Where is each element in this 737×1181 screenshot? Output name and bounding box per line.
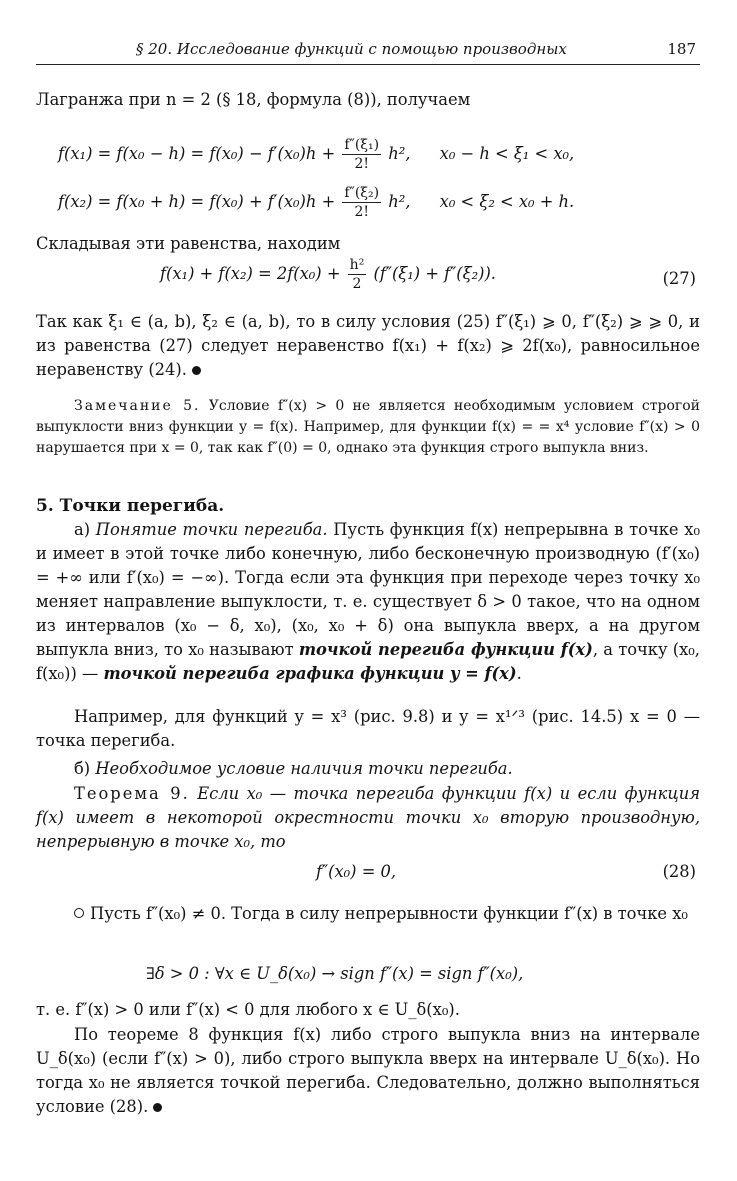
equation-f-x1: f(x₁) = f(x₀ − h) = f(x₀) − f′(x₀)h + $\frac{\text{f″(ξ₁)}}{2!}$ h², x₀ − h < ξ₁ < x₀, (58, 137, 575, 172)
header-title: § 20. Исследование функций с помощью производных (136, 40, 567, 58)
running-header (36, 34, 700, 65)
equation-27: f(x₁) + f(x₂) = 2f(x₀) + $\frac{\text{h²}}{2}$ (f″(ξ₁) + f″(ξ₂)). (160, 257, 496, 292)
equation-number-27: (27) (662, 269, 696, 288)
equation-exists: ∃δ > 0 : ∀x ∈ U_δ(x₀) → sign f″(x) = sign f″(x₀), (146, 964, 524, 983)
end-of-proof-marker (192, 366, 201, 375)
paragraph-a: а) Понятие точки перегиба. Пусть функция f(x) непрерывна в точке x₀ и имеет в этой точке либо конечную, либо бесконечную производную (f′(x₀) = +∞ или f′(x₀) = −∞). Тогда если эта функция при переходе через точку x₀ меняет направление выпуклости, т. е. существует δ > 0 такое, что на одном из интервалов (x₀ − δ, x₀), (x₀, x₀ + δ) она выпукла вверх, а на другом выпукла вниз, то x₀ называют точкой перегиба функции f(x), а точку (x₀, f(x₀)) — точкой перегиба графика функции y = f(x). (36, 520, 700, 683)
page-number: 187 (667, 40, 696, 58)
intro-line: Лагранжа при n = 2 (§ 18, формула (8)), получаем (36, 90, 471, 109)
remark-label: Замечание 5. (74, 398, 201, 414)
theorem-9: Теорема 9. Если x₀ — точка перегиба функции f(x) и если функция f(x) имеет в некоторой окрестности точки x₀ вторую производную, непрерывную в точке x₀, то (36, 784, 700, 851)
ie-line: т. е. f″(x) > 0 или f″(x) < 0 для любого x ∈ U_δ(x₀). (36, 1000, 460, 1019)
proof-start: Пусть f″(x₀) ≠ 0. Тогда в силу непрерывности функции f″(x) в точке x₀ (36, 902, 700, 926)
equation-number-28: (28) (662, 862, 696, 881)
end-of-proof-marker-2 (153, 1103, 162, 1112)
theorem-label: Теорема 9. (74, 784, 190, 803)
paragraph-b: б) Необходимое условие наличия точки перегиба. (74, 759, 513, 778)
final-paragraph: По теореме 8 функция f(x) либо строго выпукла вниз на интервале U_δ(x₀) (если f″(x) > 0), либо строго выпукла вверх на интервале U_δ(x₀). Но тогда x₀ не является точкой перегиба. Следовательно, должно выполняться условие (28). (36, 1025, 700, 1116)
section-title: 5. Точки перегиба. (36, 496, 225, 516)
adding-line: Складывая эти равенства, находим (36, 234, 341, 253)
remark-5: Замечание 5. Условие f″(x) > 0 не является необходимым условием строгой выпуклости вниз функции y = f(x). Например, для функции f(x) = = x⁴ условие f″(x) > 0 нарушается при x = 0, так как f″(0) = 0, однако эта функция строго выпукла вниз. (36, 398, 700, 456)
proof-start-marker (74, 908, 84, 918)
paragraph-example: Например, для функций y = x³ (рис. 9.8) и y = x¹ᐟ³ (рис. 14.5) x = 0 — точка перегиба. (36, 707, 700, 750)
equation-28: f″(x₀) = 0, (316, 862, 397, 881)
paragraph-since: Так как ξ₁ ∈ (a, b), ξ₂ ∈ (a, b), то в силу условия (25) f″(ξ₁) ⩾ 0, f″(ξ₂) ⩾ ⩾ 0, и из равенства (27) следует неравенство f(x₁) + f(x₂) ⩾ 2f(x₀), равносильное неравенству (24). (36, 312, 700, 379)
equation-f-x2: f(x₂) = f(x₀ + h) = f(x₀) + f′(x₀)h + $\frac{\text{f″(ξ₂)}}{2!}$ h², x₀ < ξ₂ < x₀ + h. (58, 185, 575, 220)
